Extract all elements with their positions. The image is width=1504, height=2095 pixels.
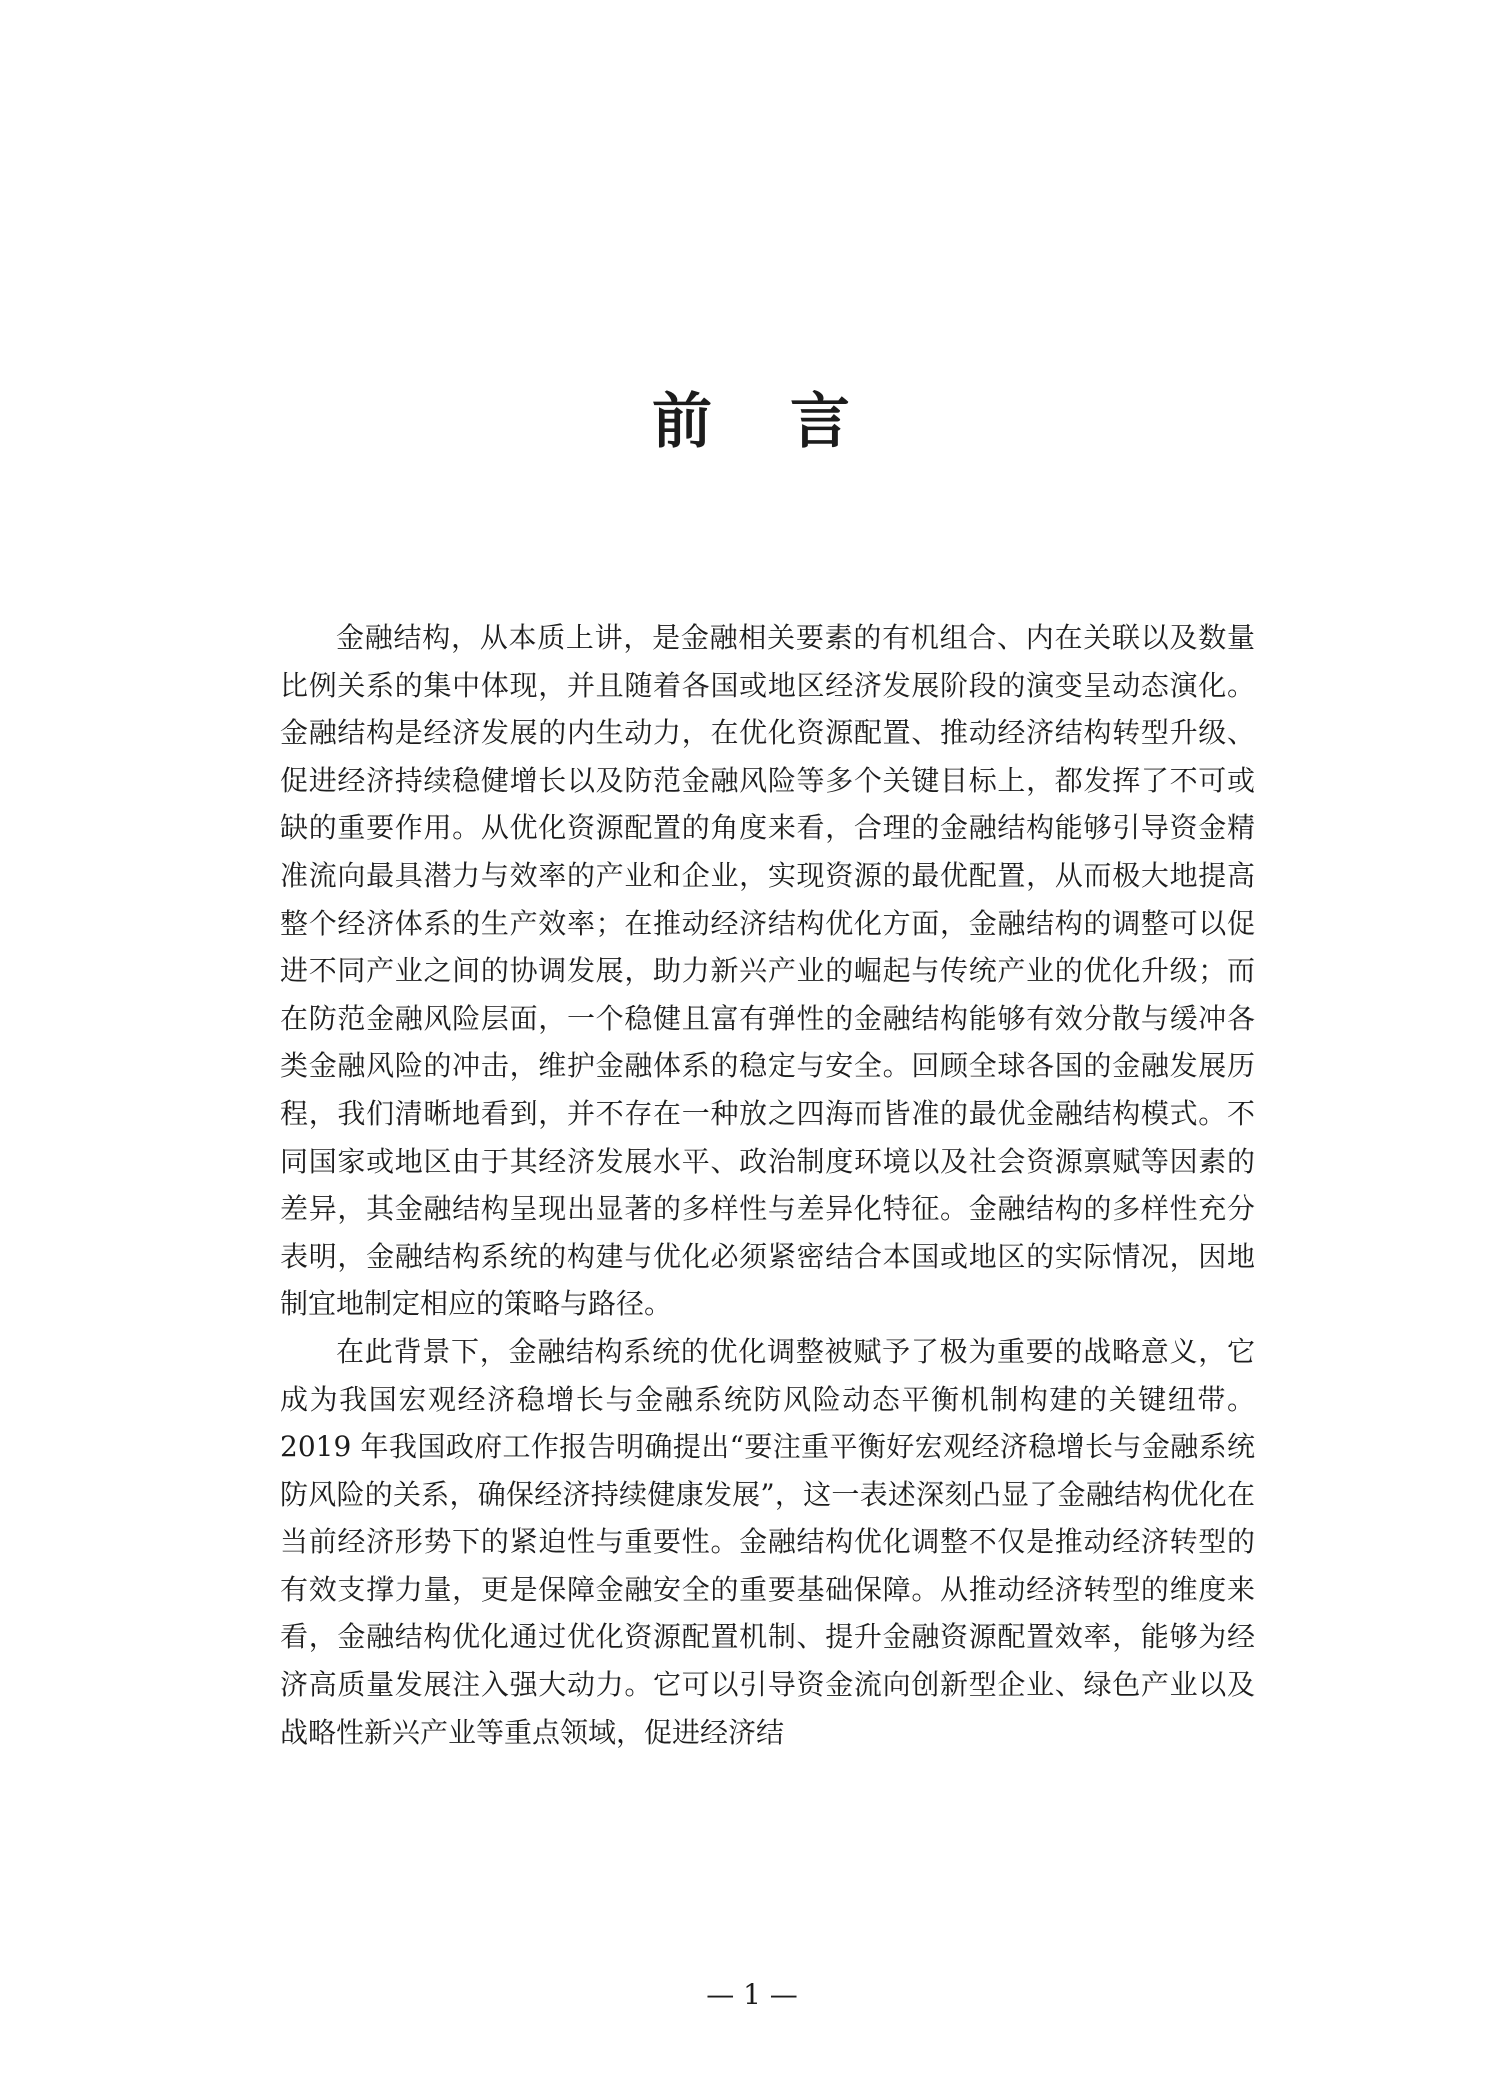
body-text bbox=[280, 614, 1255, 1756]
page-title bbox=[0, 382, 1504, 462]
paragraph-2: 在此背景下，金融结构系统的优化调整被赋予了极为重要的战略意义，它成为我国宏观经济稳增长与金融系统防风险动态平衡机制构建的关键纽带。2019 年我国政府工作报告明确提出“要注重平衡好宏观经济稳增长与金融系统防风险的关系，确保经济持续健康发展”，这一表述深刻凸显了金融结构优化在当前经济形势下的紧迫性与重要性。金融结构优化调整不仅是推动经济转型的有效支撑力量，更是保障金融安全的重要基础保障。从推动经济转型的维度来看，金融结构优化通过优化资源配置机制、提升金融资源配置效率，能够为经济高质量发展注入强大动力。它可以引导资金流向创新型企业、绿色产业以及战略性新兴产业等重点领域，促进经济结 bbox=[280, 1334, 1255, 1749]
paragraph-1: 金融结构，从本质上讲，是金融相关要素的有机组合、内在关联以及数量比例关系的集中体现，并且随着各国或地区经济发展阶段的演变呈动态演化。金融结构是经济发展的内生动力，在优化资源配置、推动经济结构转型升级、促进经济持续稳健增长以及防范金融风险等多个关键目标上，都发挥了不可或缺的重要作用。从优化资源配置的角度来看，合理的金融结构能够引导资金精准流向最具潜力与效率的产业和企业，实现资源的最优配置，从而极大地提高整个经济体系的生产效率；在推动经济结构优化方面，金融结构的调整可以促进不同产业之间的协调发展，助力新兴产业的崛起与传统产业的优化升级；而在防范金融风险层面，一个稳健且富有弹性的金融结构能够有效分散与缓冲各类金融风险的冲击，维护金融体系的稳定与安全。回顾全球各国的金融发展历程，我们清晰地看到，并不存在一种放之四海而皆准的最优金融结构模式。不同国家或地区由于其经济发展水平、政治制度环境以及社会资源禀赋等因素的差异，其金融结构呈现出显著的多样性与差异化特征。金融结构的多样性充分表明，金融结构系统的构建与优化必须紧密结合本国或地区的实际情况，因地制宜地制定相应的策略与路径。 bbox=[280, 621, 1255, 1321]
page-number: — 1 — bbox=[706, 1978, 798, 2011]
title-char-second: 言 bbox=[790, 387, 852, 457]
title-char-first: 前 bbox=[652, 387, 714, 457]
